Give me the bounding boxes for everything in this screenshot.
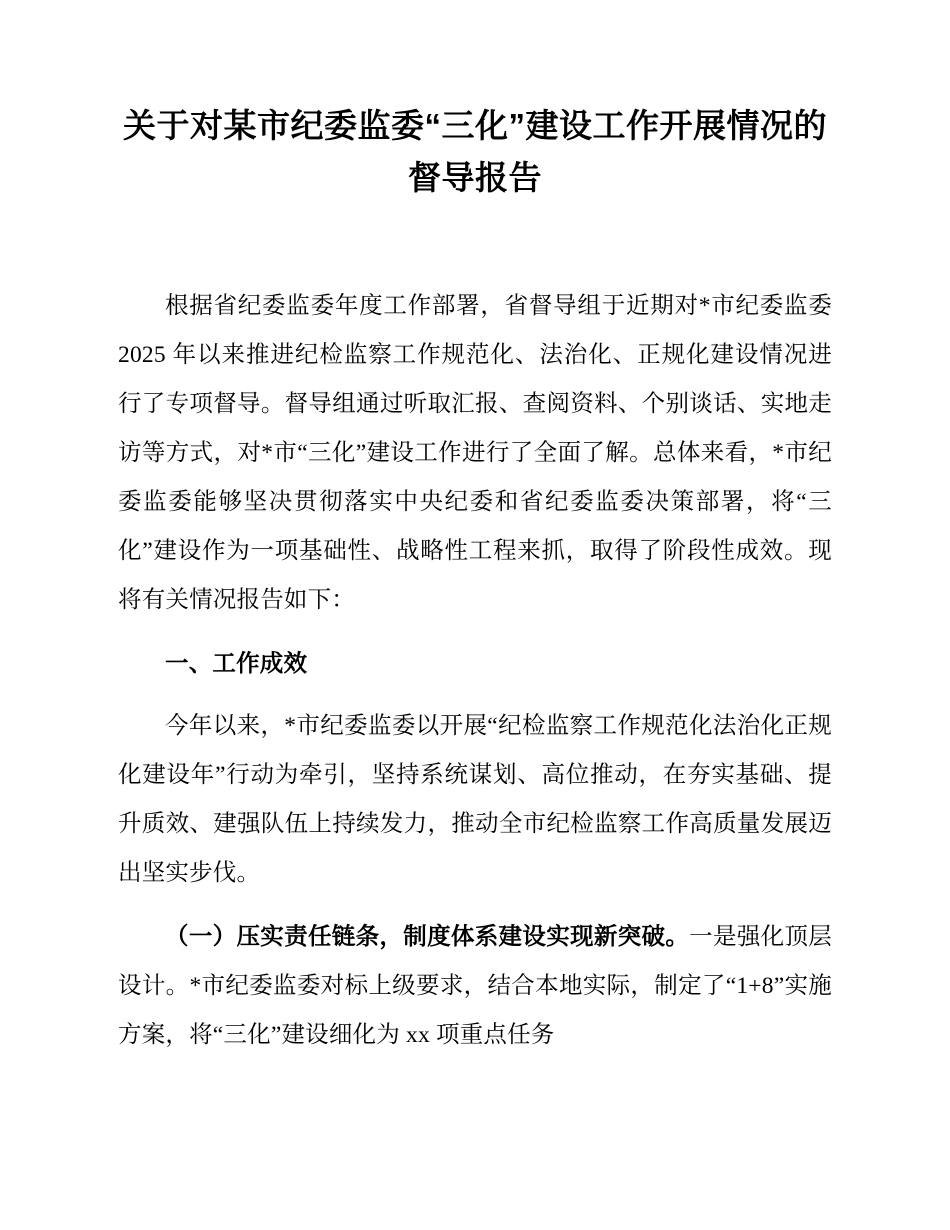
paragraph-achievements: 今年以来，*市纪委监委以开展“纪检监察工作规范化法治化正规化建设年”行动为牵引，坚持系统谋划、高位推动，在夯实基础、提升质效、建强队伍上持续发力，推动全市纪检监察工作高质量发展迈出坚实步伐。	[118, 713, 832, 886]
title-spacer	[118, 204, 832, 282]
page-title: 关于对某市纪委监委“三化”建设工作开展情况的督导报告	[123, 107, 827, 196]
section-heading-1: 一、工作成效	[165, 650, 308, 676]
paragraph-gap	[118, 625, 832, 639]
paragraph-gap	[118, 688, 832, 702]
paragraph-subsection-1	[118, 912, 832, 1060]
subsection-body-1: 一是强化顶层设计。*市纪委监委对标上级要求，结合本地实际，制定了“1+8”实施方案，将“三化”建设细化为 xx 项重点任务	[118, 924, 832, 1048]
paragraph-gap	[118, 898, 832, 912]
paragraph-intro: 根据省纪委监委年度工作部署，省督导组于近期对*市纪委监委 2025 年以来推进纪检监察工作规范化、法治化、正规化建设情况进行了专项督导。督导组通过听取汇报、查阅资料、个别谈话、实地走访等方式，对*市“三化”建设工作进行了全面了解。总体来看，*市纪委监委能够坚决贯彻落实中央纪委和省纪委监委决策部署，将“三化”建设作为一项基础性、战略性工程来抓，取得了阶段性成效。现将有关情况报告如下：	[118, 293, 832, 613]
subsection-lead-1: （一）压实责任链条，制度体系建设实现新突破。	[165, 923, 690, 949]
